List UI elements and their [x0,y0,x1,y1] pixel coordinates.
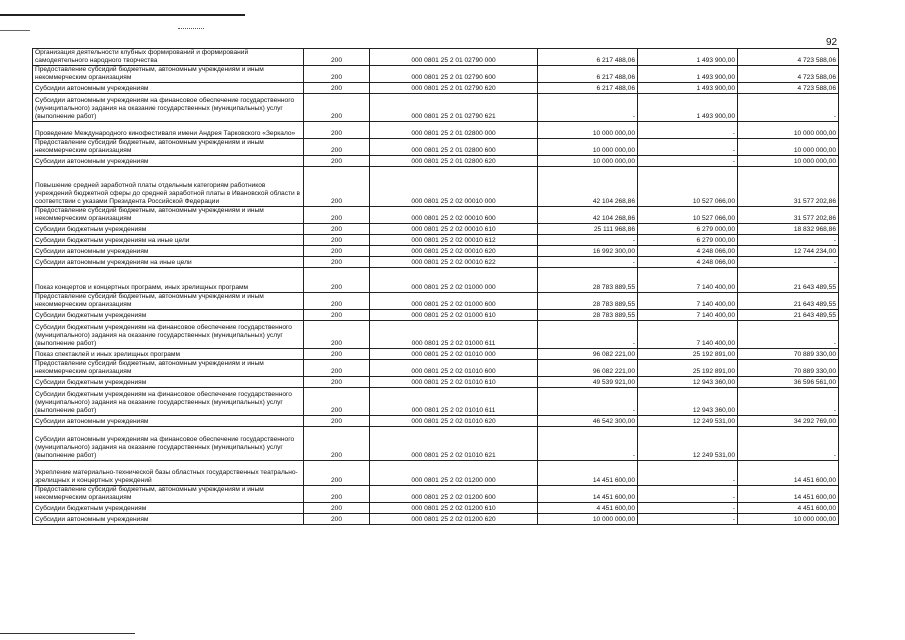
row-amount-approved: 42 104 268,86 [538,207,638,224]
footer-rule [0,633,135,634]
row-code: 200 [304,321,370,349]
row-amount-approved: 16 992 300,00 [538,246,638,257]
row-classification: 000 0801 25 2 02 01010 611 [370,388,538,416]
row-classification: 000 0801 25 2 02 00010 000 [370,167,538,207]
row-amount-approved: - [538,235,638,246]
row-amount-remaining: 21 643 489,55 [738,293,839,310]
row-classification: 000 0801 25 2 02 01010 621 [370,427,538,461]
row-code: 200 [304,207,370,224]
row-amount-executed: 7 140 400,00 [638,293,738,310]
row-amount-remaining: 4 723 588,06 [738,49,839,66]
row-amount-executed: 1 493 900,00 [638,83,738,94]
header-dotted-rule [178,28,204,29]
row-classification: 000 0801 25 2 02 01200 610 [370,503,538,514]
row-classification: 000 0801 25 2 02 01200 620 [370,514,538,525]
row-amount-executed: 25 192 891,00 [638,360,738,377]
table-row [33,66,839,83]
row-code: 200 [304,503,370,514]
row-amount-approved: 10 000 000,00 [538,139,638,156]
row-classification: 000 0801 25 2 02 00010 610 [370,224,538,235]
row-classification: 000 0801 25 2 01 02800 600 [370,139,538,156]
table-row [33,49,839,66]
row-code: 200 [304,349,370,360]
row-amount-executed: - [638,486,738,503]
row-amount-executed: 10 527 066,00 [638,167,738,207]
row-amount-executed: 12 943 360,00 [638,388,738,416]
row-name: Повышение средней заработной платы отдельным категориям работников учреждений бюджетной сферы до средней заработной платы в Ивановской области в соответствии с указами Президента Российской Федерации [33,167,304,207]
row-name: Предоставление субсидий бюджетным, автономным учреждениям и иным некоммерческим организациям [33,293,304,310]
row-code: 200 [304,66,370,83]
row-amount-approved: 6 217 488,06 [538,49,638,66]
row-name: Субсидии автономным учреждениям на иные цели [33,257,304,268]
table-row [33,246,839,257]
row-classification: 000 0801 25 2 02 00010 622 [370,257,538,268]
row-amount-remaining: 21 643 489,55 [738,310,839,321]
row-amount-remaining: 10 000 000,00 [738,139,839,156]
row-amount-approved: 46 542 300,00 [538,416,638,427]
table-row [33,416,839,427]
row-amount-executed: 1 493 900,00 [638,94,738,122]
row-amount-executed: - [638,156,738,167]
table-row [33,349,839,360]
row-amount-executed: 7 140 400,00 [638,310,738,321]
row-code: 200 [304,246,370,257]
row-classification: 000 0801 25 2 02 01010 000 [370,349,538,360]
row-name: Субсидии бюджетным учреждениям на иные цели [33,235,304,246]
table-row [33,388,839,416]
row-name: Субсидии автономным учреждениям [33,514,304,525]
row-amount-executed: 4 248 066,00 [638,246,738,257]
row-code: 200 [304,486,370,503]
row-code: 200 [304,293,370,310]
row-amount-remaining: 18 832 968,86 [738,224,839,235]
row-amount-remaining: - [738,321,839,349]
row-code: 200 [304,235,370,246]
row-name: Организация деятельности клубных формирований и формирований самодеятельного народного творчества [33,49,304,66]
row-name: Субсидии автономным учреждениям [33,246,304,257]
row-amount-approved: - [538,427,638,461]
row-classification: 000 0801 25 2 02 01010 600 [370,360,538,377]
table-row [33,268,839,293]
row-amount-approved: - [538,94,638,122]
row-amount-executed: 4 248 066,00 [638,257,738,268]
row-amount-approved: 28 783 889,55 [538,293,638,310]
row-amount-approved: 10 000 000,00 [538,156,638,167]
row-name: Предоставление субсидий бюджетным, автономным учреждениям и иным некоммерческим организациям [33,486,304,503]
row-amount-remaining: 14 451 600,00 [738,486,839,503]
table-row [33,360,839,377]
row-code: 200 [304,94,370,122]
budget-table [32,48,839,525]
row-classification: 000 0801 25 2 01 02790 620 [370,83,538,94]
table-row [33,235,839,246]
row-name: Проведение Международного кинофестиваля имени Андрея Тарковского «Зеркало» [33,122,304,139]
table-row [33,310,839,321]
row-code: 200 [304,83,370,94]
row-classification: 000 0801 25 2 02 00010 612 [370,235,538,246]
row-amount-approved: 6 217 488,06 [538,66,638,83]
row-amount-executed: - [638,139,738,156]
header-short-rule [0,30,30,31]
row-amount-remaining: 34 292 769,00 [738,416,839,427]
row-amount-approved: - [538,321,638,349]
row-name: Предоставление субсидий бюджетным, автономным учреждениям и иным некоммерческим организациям [33,139,304,156]
table-row [33,427,839,461]
row-amount-remaining: 4 451 600,00 [738,503,839,514]
row-code: 200 [304,514,370,525]
row-amount-approved: 4 451 600,00 [538,503,638,514]
row-classification: 000 0801 25 2 02 01000 610 [370,310,538,321]
table-row [33,486,839,503]
row-amount-remaining: 70 889 330,00 [738,360,839,377]
row-code: 200 [304,139,370,156]
row-classification: 000 0801 25 2 02 01010 620 [370,416,538,427]
row-classification: 000 0801 25 2 01 02790 621 [370,94,538,122]
row-amount-approved: 42 104 268,86 [538,167,638,207]
row-classification: 000 0801 25 2 01 02800 000 [370,122,538,139]
row-name: Субсидии бюджетным учреждениям [33,377,304,388]
row-classification: 000 0801 25 2 02 01200 000 [370,461,538,486]
row-code: 200 [304,224,370,235]
row-classification: 000 0801 25 2 01 02790 600 [370,66,538,83]
row-amount-executed: 6 279 000,00 [638,235,738,246]
row-amount-remaining: - [738,388,839,416]
row-code: 200 [304,310,370,321]
row-amount-executed: - [638,461,738,486]
row-classification: 000 0801 25 2 02 01200 600 [370,486,538,503]
row-name: Укрепление материально-технической базы областных государственных театрально-зрелищных и концертных учреждений [33,461,304,486]
row-name: Субсидии автономным учреждениям [33,416,304,427]
row-amount-executed: - [638,514,738,525]
table-row [33,83,839,94]
row-classification: 000 0801 25 2 02 01000 000 [370,268,538,293]
row-amount-remaining: 10 000 000,00 [738,156,839,167]
row-amount-remaining: 10 000 000,00 [738,514,839,525]
table-row [33,224,839,235]
table-row [33,257,839,268]
row-amount-approved: - [538,388,638,416]
row-amount-executed: 10 527 066,00 [638,207,738,224]
row-name: Предоставление субсидий бюджетным, автономным учреждениям и иным некоммерческим организациям [33,360,304,377]
table-row [33,514,839,525]
row-amount-approved: 96 082 221,00 [538,360,638,377]
row-code: 200 [304,388,370,416]
table-row [33,321,839,349]
row-amount-remaining: 14 451 600,00 [738,461,839,486]
row-name: Субсидии бюджетным учреждениям на финансовое обеспечение государственного (муниципального) задания на оказание государственных (муниципальных) услуг (выполнение работ) [33,388,304,416]
row-amount-approved: 28 783 889,55 [538,310,638,321]
row-amount-remaining: - [738,94,839,122]
row-classification: 000 0801 25 2 02 01000 600 [370,293,538,310]
table-row [33,167,839,207]
row-amount-remaining: 36 596 561,00 [738,377,839,388]
row-amount-remaining: 70 889 330,00 [738,349,839,360]
row-amount-remaining: - [738,235,839,246]
row-name: Субсидии бюджетным учреждениям [33,503,304,514]
row-amount-remaining: 10 000 000,00 [738,122,839,139]
table-row [33,122,839,139]
row-name: Предоставление субсидий бюджетным, автономным учреждениям и иным некоммерческим организациям [33,207,304,224]
row-name: Субсидии автономным учреждениям [33,156,304,167]
row-amount-remaining: - [738,257,839,268]
row-amount-approved: - [538,257,638,268]
row-code: 200 [304,268,370,293]
row-amount-executed: 6 279 000,00 [638,224,738,235]
row-code: 200 [304,461,370,486]
row-code: 200 [304,167,370,207]
row-classification: 000 0801 25 2 02 01010 610 [370,377,538,388]
row-amount-remaining: 4 723 588,06 [738,66,839,83]
row-amount-executed: 12 943 360,00 [638,377,738,388]
table-row [33,207,839,224]
row-name: Субсидии бюджетным учреждениям [33,310,304,321]
table-row [33,156,839,167]
row-amount-approved: 28 783 889,55 [538,268,638,293]
row-amount-executed: - [638,122,738,139]
row-classification: 000 0801 25 2 02 00010 620 [370,246,538,257]
row-amount-approved: 96 082 221,00 [538,349,638,360]
row-name: Субсидии автономным учреждениям на финансовое обеспечение государственного (муниципального) задания на оказание государственных (муниципальных) услуг (выполнение работ) [33,427,304,461]
row-amount-executed: - [638,503,738,514]
row-classification: 000 0801 25 2 02 01000 611 [370,321,538,349]
row-name: Субсидии автономным учреждениям [33,83,304,94]
table-row [33,293,839,310]
table-row [33,94,839,122]
row-name: Показ концертов и концертных программ, иных зрелищных программ [33,268,304,293]
table-row [33,461,839,486]
row-code: 200 [304,49,370,66]
page-number: 92 [826,37,838,48]
row-name: Субсидии автономным учреждениям на финансовое обеспечение государственного (муниципального) задания на оказание государственных (муниципальных) услуг (выполнение работ) [33,94,304,122]
table-row [33,139,839,156]
row-name: Показ спектаклей и иных зрелищных программ [33,349,304,360]
row-amount-remaining: - [738,427,839,461]
row-amount-approved: 25 111 968,86 [538,224,638,235]
row-amount-executed: 12 249 531,00 [638,427,738,461]
row-name: Предоставление субсидий бюджетным, автономным учреждениям и иным некоммерческим организациям [33,66,304,83]
row-amount-remaining: 31 577 202,86 [738,167,839,207]
row-amount-remaining: 31 577 202,86 [738,207,839,224]
header-rule [0,14,245,16]
row-code: 200 [304,377,370,388]
row-code: 200 [304,156,370,167]
row-amount-remaining: 4 723 588,06 [738,83,839,94]
row-amount-executed: 25 192 891,00 [638,349,738,360]
row-code: 200 [304,257,370,268]
row-classification: 000 0801 25 2 01 02800 620 [370,156,538,167]
row-code: 200 [304,360,370,377]
table-row [33,377,839,388]
row-name: Субсидии бюджетным учреждениям на финансовое обеспечение государственного (муниципального) задания на оказание государственных (муниципальных) услуг (выполнение работ) [33,321,304,349]
row-amount-executed: 7 140 400,00 [638,321,738,349]
table-row [33,503,839,514]
row-amount-approved: 6 217 488,06 [538,83,638,94]
row-amount-approved: 49 539 921,00 [538,377,638,388]
row-classification: 000 0801 25 2 02 00010 600 [370,207,538,224]
row-amount-approved: 10 000 000,00 [538,122,638,139]
row-amount-remaining: 12 744 234,00 [738,246,839,257]
row-code: 200 [304,416,370,427]
row-amount-approved: 10 000 000,00 [538,514,638,525]
row-code: 200 [304,122,370,139]
row-code: 200 [304,427,370,461]
row-amount-executed: 7 140 400,00 [638,268,738,293]
row-amount-approved: 14 451 600,00 [538,461,638,486]
row-amount-executed: 12 249 531,00 [638,416,738,427]
row-name: Субсидии бюджетным учреждениям [33,224,304,235]
row-classification: 000 0801 25 2 01 02790 000 [370,49,538,66]
row-amount-executed: 1 493 900,00 [638,66,738,83]
row-amount-approved: 14 451 600,00 [538,486,638,503]
row-amount-remaining: 21 643 489,55 [738,268,839,293]
row-amount-executed: 1 493 900,00 [638,49,738,66]
